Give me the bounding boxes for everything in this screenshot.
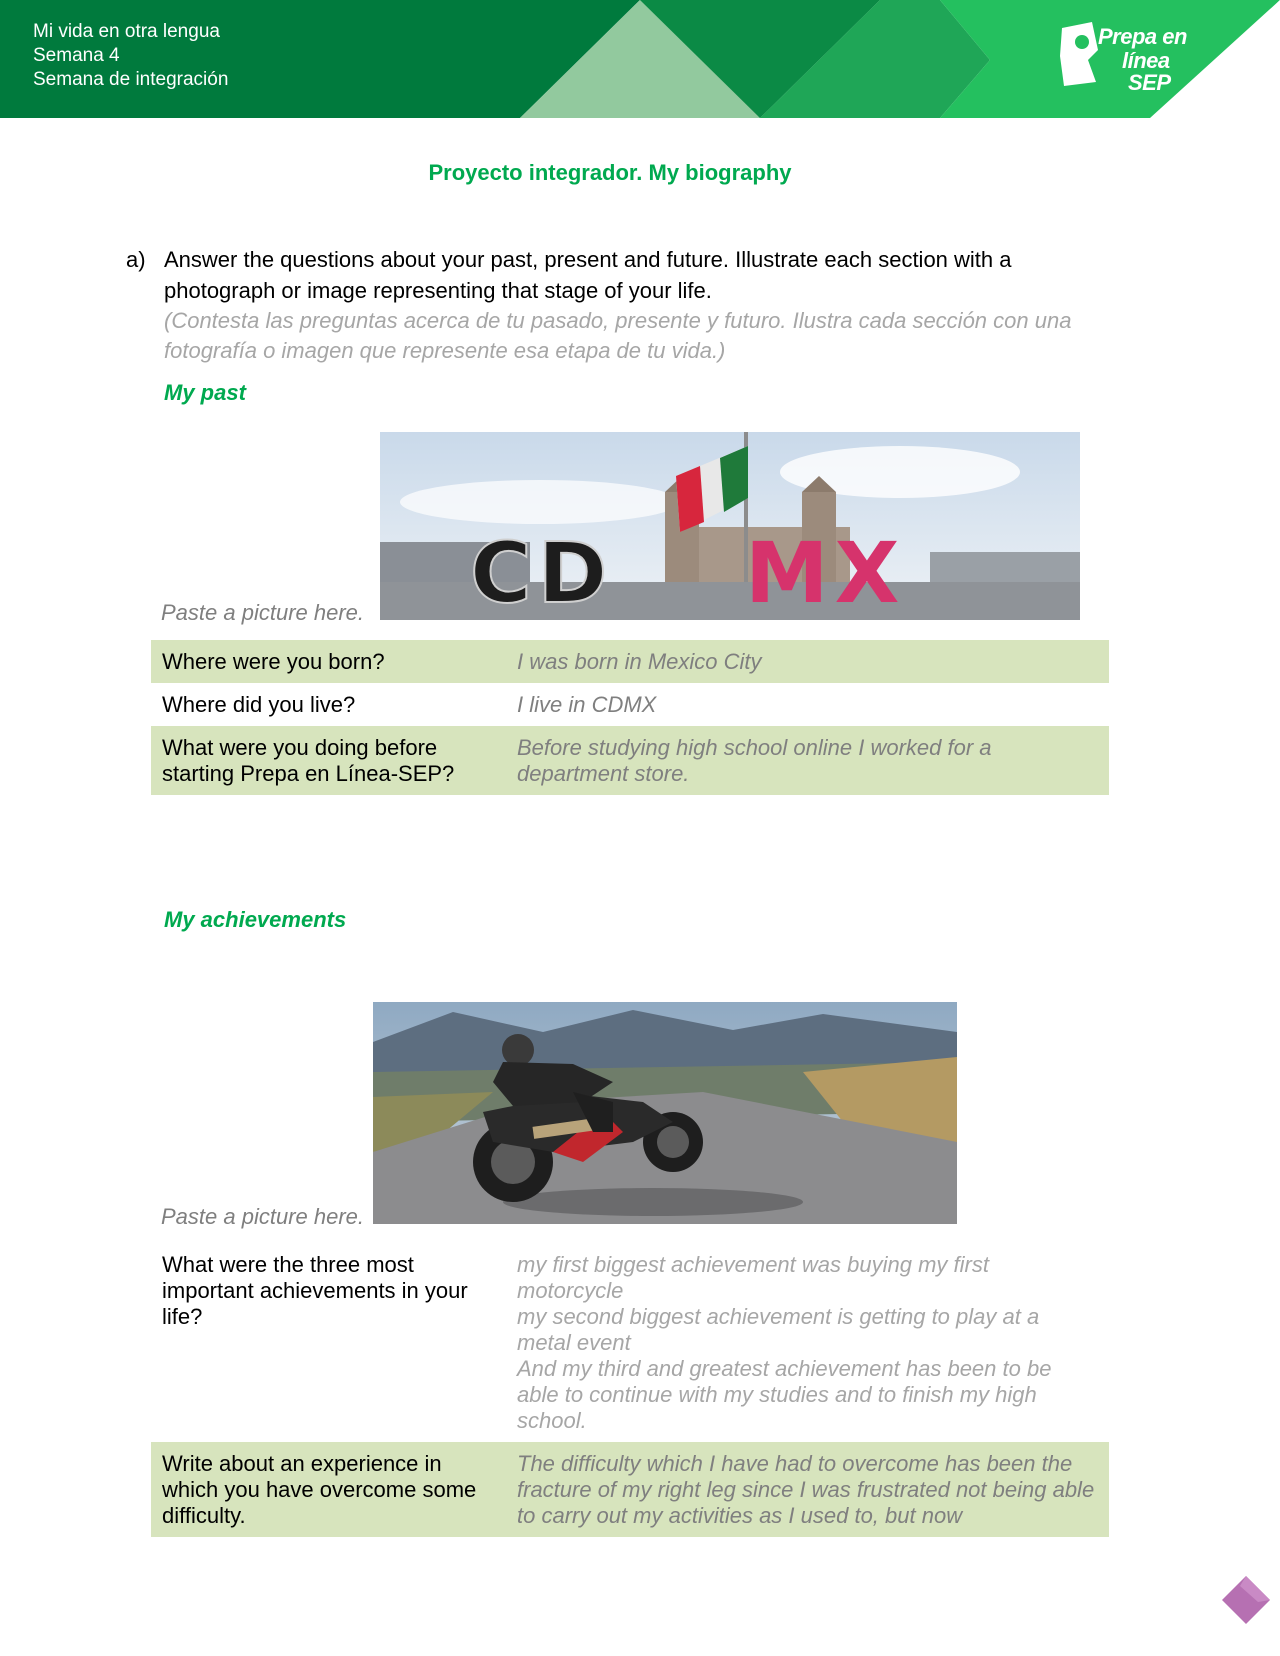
past-heading: My past — [164, 380, 246, 405]
table-row — [151, 726, 1109, 795]
answer-cell: I was born in Mexico City — [506, 640, 1109, 683]
course-name: Mi vida en otra lengua — [33, 21, 220, 42]
answer-cell: Before studying high school online I worked for a department store. — [506, 726, 1109, 795]
question-cell: What were you doing before starting Prepa en Línea-SEP? — [151, 726, 506, 795]
question-cell: Write about an experience in which you have overcome some difficulty. — [151, 1442, 506, 1537]
page-title: Proyecto integrador. My biography — [428, 160, 792, 185]
logo-text-3: SEP — [1128, 70, 1171, 95]
list-marker: a) — [126, 247, 146, 272]
answer-line: my second biggest achievement is getting to play at a metal event — [517, 1304, 1040, 1355]
table-row — [151, 1243, 1109, 1442]
svg-text:MX: MX — [745, 524, 906, 620]
corner-diamond-icon — [1218, 1572, 1274, 1628]
question-cell: Where did you live? — [162, 692, 356, 717]
answer-cell — [506, 1243, 1109, 1442]
section-label: Semana de integración — [33, 69, 229, 90]
achievements-table — [151, 1243, 1109, 1537]
past-paste-label: Paste a picture here. — [161, 600, 365, 625]
instruction-translation: (Contesta las preguntas acerca de tu pasado, presente y futuro. Ilustra cada sección con una fotografía o imagen que represente esa etapa de tu vida.) — [164, 308, 1072, 363]
answer-cell: The difficulty which I have had to overcome has been the fracture of my right leg since I was frustrated not being able to carry out my activities as I used to, but now — [506, 1442, 1109, 1537]
achievements-paste-label: Paste a picture here. — [161, 1204, 365, 1229]
motorcycle-image — [373, 1002, 957, 1224]
table-row — [151, 683, 1109, 726]
question-cell: Where were you born? — [151, 640, 506, 683]
motorcycle-photo — [373, 1002, 957, 1224]
question-cell: What were the three most important achievements in your life? — [162, 1252, 468, 1329]
answer-cell: I live in CDMX — [517, 692, 657, 717]
answer-line: And my third and greatest achievement has been to be able to continue with my studies and to finish my high school. — [517, 1356, 1052, 1433]
table-row — [151, 1442, 1109, 1537]
achievements-heading: My achievements — [164, 907, 347, 932]
instruction-text: Answer the questions about your past, present and future. Illustrate each section with a photograph or image representing that stage of your life. — [164, 247, 1012, 303]
svg-text:CD: CD — [470, 524, 614, 620]
logo-text-1: Prepa en — [1098, 24, 1187, 49]
table-row — [151, 640, 1109, 683]
past-table — [151, 640, 1109, 795]
logo-text-2: línea — [1122, 48, 1170, 73]
week-label: Semana 4 — [33, 45, 120, 66]
cdmx-sign-image — [380, 432, 1080, 620]
page-header — [0, 0, 1280, 120]
cdmx-photo — [380, 432, 1080, 620]
course-info — [33, 20, 228, 92]
logo-mark-icon — [1058, 20, 1102, 86]
answer-line: my first biggest achievement was buying my first motorcycle — [517, 1252, 989, 1303]
